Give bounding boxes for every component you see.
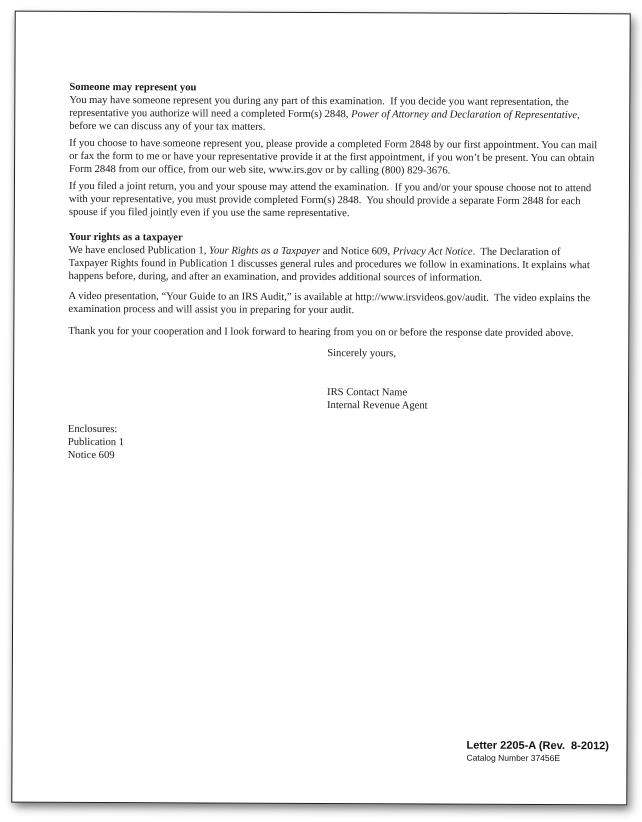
text-run: before we can discuss any of your tax matters. (69, 110, 583, 133)
text-run: A video presentation, “Your Guide to an IRS Audit,” is available at http://www.irsvideos.gov/audit. The video explains the examination process and will assist you in preparing for your audit. (68, 290, 593, 317)
text-run: We have enclosed Publication 1, (68, 244, 210, 257)
text-run: You may have someone represent you during any part of this examination. If you decide you want representation, the representative you authorize will need a completed Form(s) 2848, (69, 94, 572, 121)
letter-page (11, 11, 630, 806)
paragraph-form-2848-submission (69, 137, 602, 178)
text-run: . The Declaration of Taxpayer Rights found in Publication 1 discusses general rules and procedures we follow in examinations. It explains what happens before, during, and after an examination, and provides additional sources of information. (68, 246, 593, 284)
text-run-italic-publication-1-title: Your Rights as a Taxpayer (209, 245, 321, 257)
paragraph-video-presentation (68, 290, 601, 318)
valediction: Sincerely yours, (327, 348, 397, 360)
signature-block (327, 386, 601, 413)
letter-body (68, 81, 603, 464)
letter-number: Letter 2205-A (Rev. 8-2012) (466, 739, 610, 753)
enclosures-label: Enclosures: (67, 423, 118, 436)
enclosures-block (68, 423, 601, 464)
paragraph-publication-1-notice-609 (69, 244, 602, 285)
letter-footer (466, 740, 609, 764)
text-run: If you choose to have someone represent you, please provide a completed Form 2848 by our first appointment. You can mail or fax the form to me or have your representative provide it at the first appointment, if you won’t be present. You can obtain Form 2848 from our office, from our web site, www.irs.gov or by calling (800) 829-3676. (69, 137, 600, 177)
catalog-number: Catalog Number 37456E (466, 752, 561, 764)
paragraph-thank-you (68, 325, 601, 340)
text-run: and Notice 609, (320, 245, 393, 258)
paragraph-representation-intro (69, 94, 602, 135)
signature-title: Internal Revenue Agent (326, 400, 428, 412)
heading-your-rights-as-a-taxpayer: Your rights as a taxpayer (68, 231, 183, 244)
heading-someone-may-represent-you: Someone may represent you (69, 81, 197, 94)
enclosure-item: Publication 1 (67, 436, 125, 449)
signature-name: IRS Contact Name (327, 387, 408, 399)
text-run: If you filed a joint return, you and your spouse may attend the examination. If you and/or your spouse choose not to attend with your representative, you must provide completed Form(s) 2848. You should provide a separate Form 2848 for each spouse if you filed jointly even if you use the same representative. (68, 180, 594, 220)
text-run-italic-notice-609-title: Privacy Act Notice (392, 246, 473, 258)
enclosure-item: Notice 609 (67, 449, 115, 462)
text-run-italic-form-2848-title: Power of Attorney and Declaration of Representative, (351, 109, 580, 122)
paragraph-joint-return (69, 180, 602, 221)
text-run: Thank you for your cooperation and I look forward to hearing from you on or before the response date provided above. (68, 325, 574, 340)
